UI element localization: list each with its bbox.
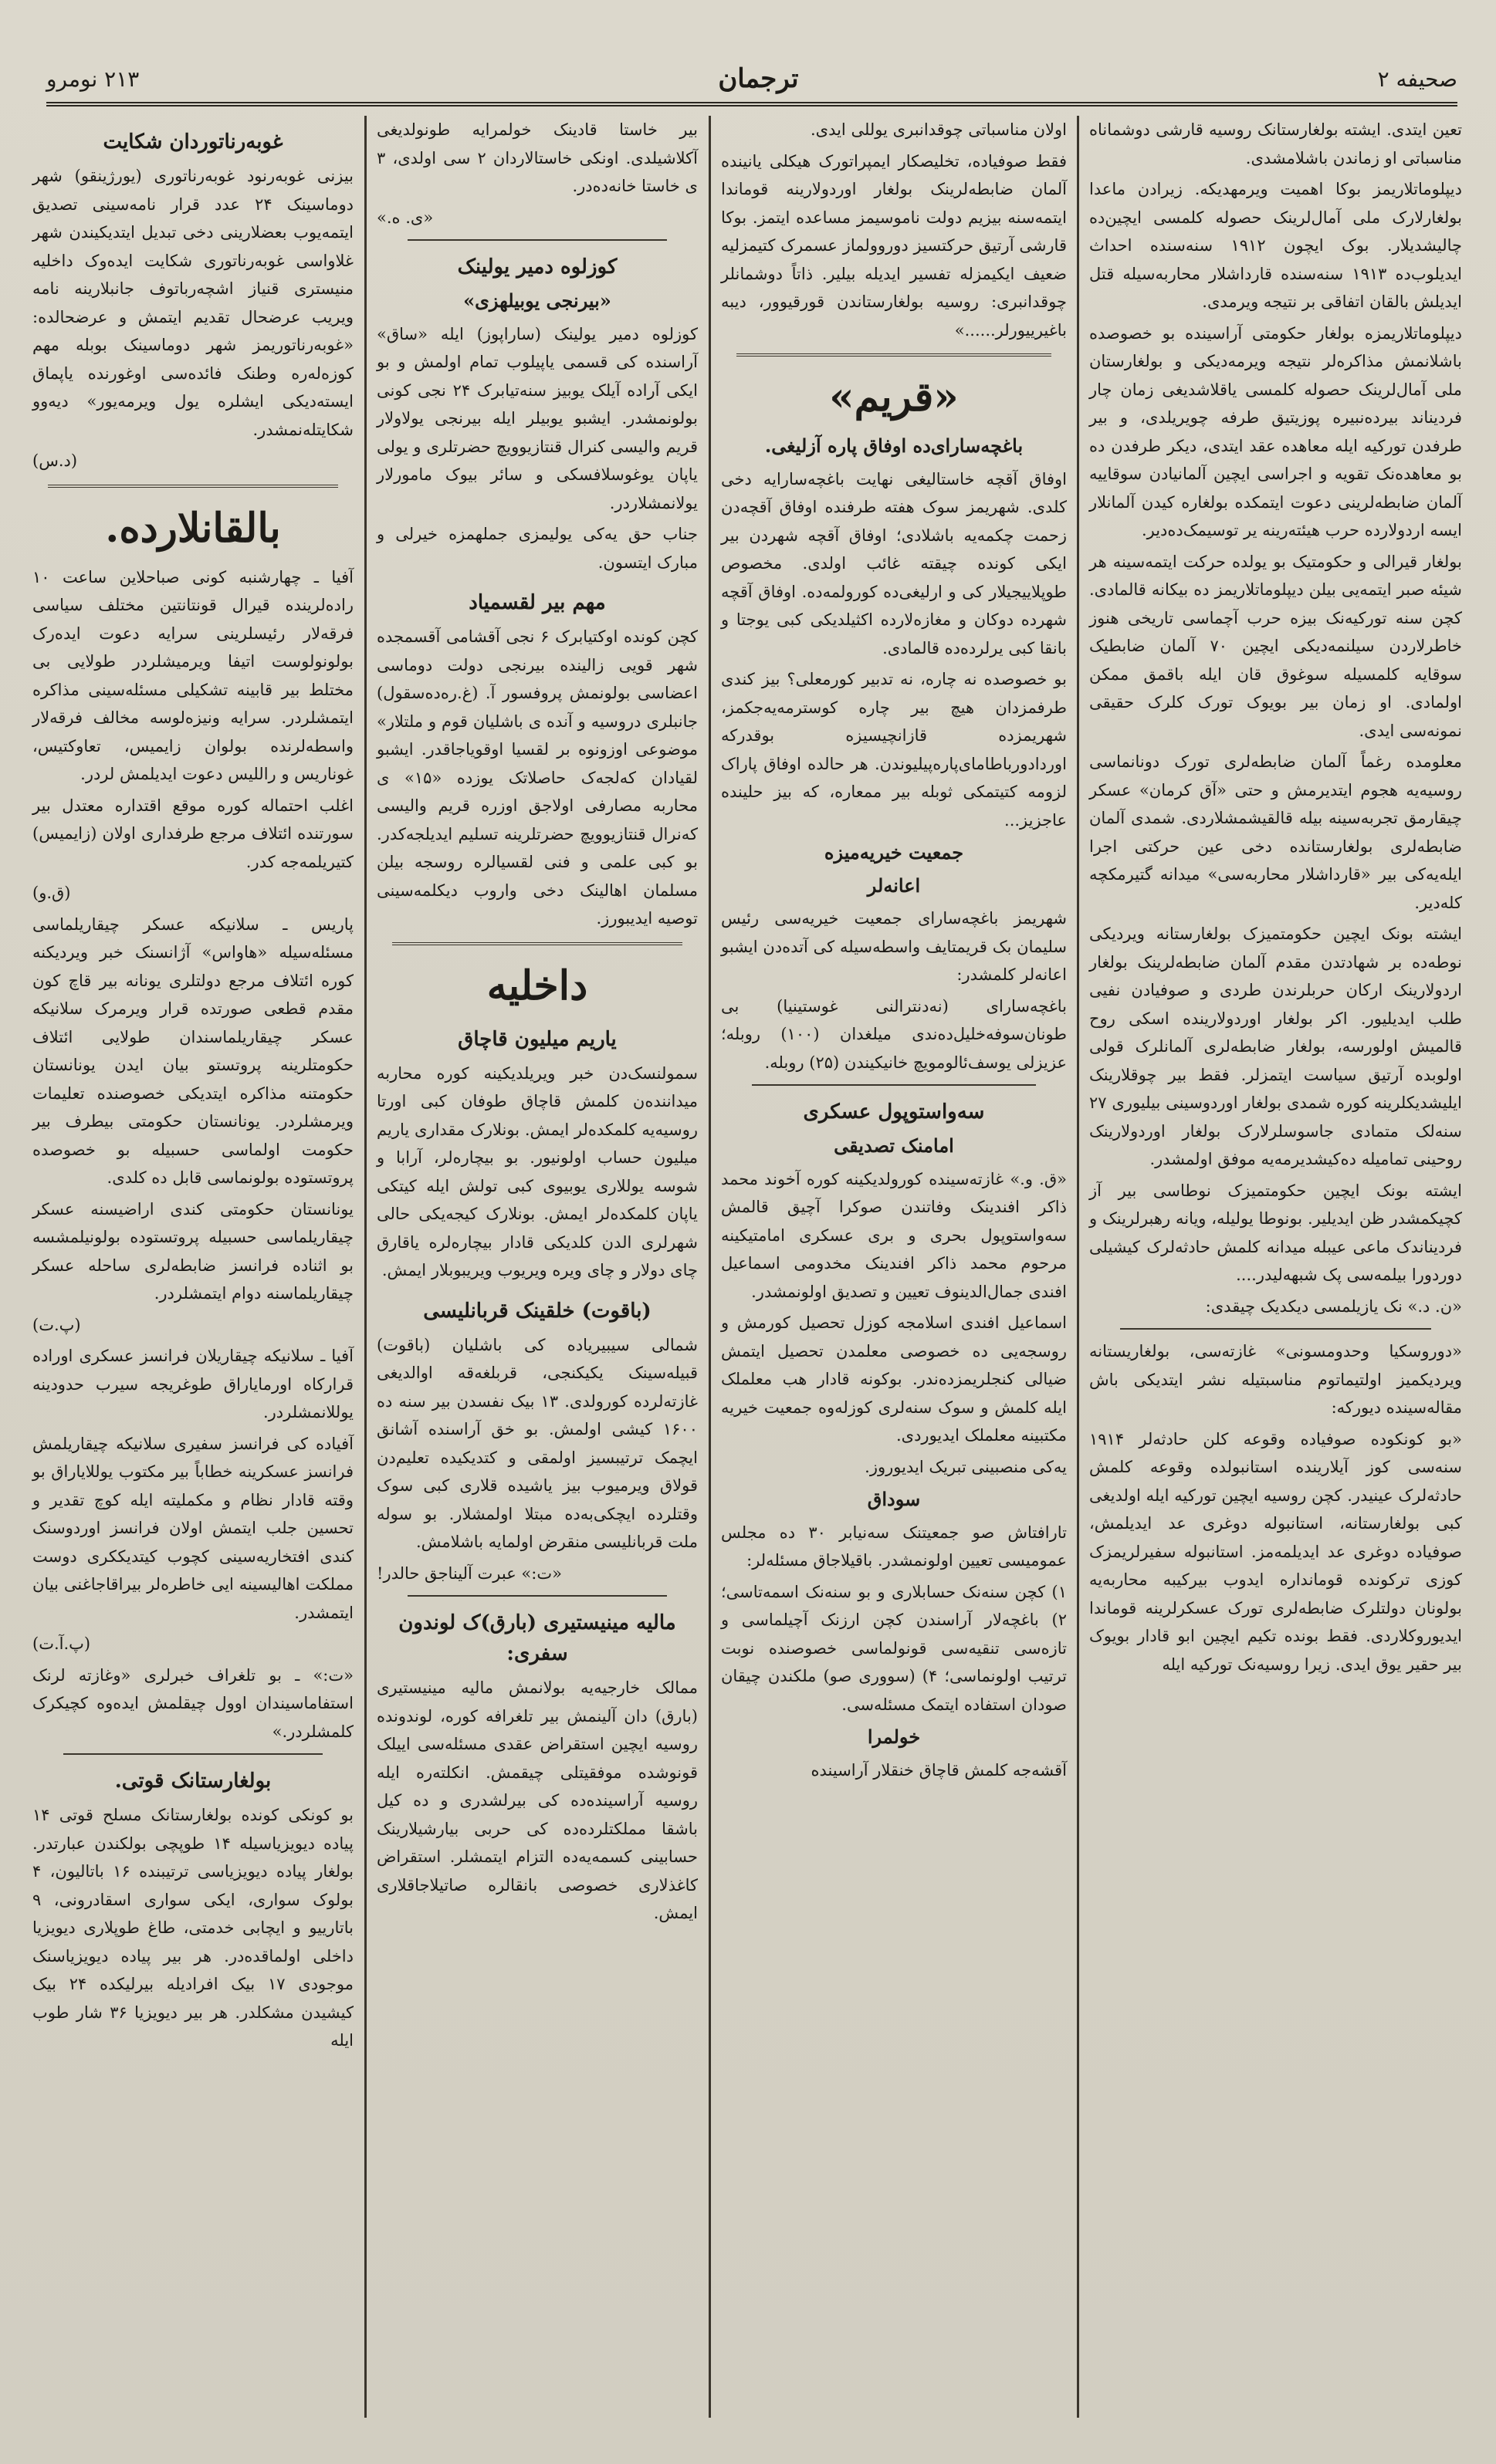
paragraph: تارافتاش صو جمعیتنک سه‌نیابر ۳۰ ده مجلس عمومیسی تعیین اولونمشدر. باقیلاجاق مسئله‌لر: (721, 1523, 1068, 1570)
paragraph: یه‌کی منصبینی تبریک ایدیوروز. (865, 1457, 1067, 1476)
paragraph: پاریس ـ سلانیکه عسکر چیقاریلماسی مسئله‌سیله «هاواس» آژانسنک خبر ویردیکنه کوره ائتلاف مرجع دولتلری یونانه بیر قاچ کون مقدم قطعی صورتده قرار ویرمرک سلانیکه عسکر چیقاریلماسندان طولایی ائتلاف حکومتلرینه پروتستو بیان ایدن یونانستان حکومتنه مذاکره ایتدیکی خصوصنده تعلیمات ویرمشلردر. یونانستان حکومتی بیطرف بیر حکومت اولماسی حسبیله بو خصوصده پروتستوده بولونماسی قابل ده کلدی. (32, 914, 354, 1187)
subsection-title: «بیرنجی یوبیلهزی» (463, 289, 611, 312)
section-title: بولغارستانک قوتی. (114, 1769, 272, 1793)
paragraph: اسماعیل افندی اسلامجه کوزل تحصیل کورمش و روسجه‌یی ده خصوصی معلمدن تحصیل ایتمش ضیالی کنجلریمزده‌ندر. بوکونه قادار هب معلملک ایله کلمش و سوک سنه‌لری کوزله‌وه جمعیت خیریه مکتبینه معلملک ایدیوردی. (721, 1313, 1067, 1445)
subsection-title: جمعیت خیریه‌میزه (824, 841, 964, 864)
signature: (پ.آ.ت) (32, 1634, 91, 1653)
divider (736, 353, 1051, 357)
section-title: سه‌واستوپول عسکری (803, 1100, 985, 1124)
signature: «ی. ه.» (377, 208, 434, 227)
paragraph: اغلب احتماله کوره موقع اقتداره معتدل بیر سورتنده ائتلاف مرجع طرفداری اولان (زایمیس) کتیریلمه‌جه کدر. (32, 796, 354, 871)
paragraph: یونانستان حکومتی کندی اراضیسنه عسکر چیقاریلماسی حسبیله پروتستوده بولونیلمشسه بو اثناده فرانسز ضابطه‌لری ساحله عسکر چیقاریلماسنه دوام ایتمشلردر. (32, 1199, 354, 1303)
divider (392, 942, 682, 945)
section-title-domestic: داخلیه (486, 962, 588, 1009)
paragraph: «ن. د.» نک یازیلمسی دیکدیک چیقدی: (1205, 1296, 1462, 1316)
paragraph: ۱) کچن سنه‌نک حسابلاری و بو سنه‌نک اسمه‌تاسی؛ ۲) باغچه‌لار آراسندن کچن ارزنک آچیلماسی و تازه‌سی تنقیه‌سی قونولماسی خصوصنده نوبت ترتیب اولونماسی؛ ۴) (سووری صو) ملکندن چیقان صودان استفاده ایتمک مسئله‌سی. (721, 1582, 1068, 1714)
paragraph: ممالک خارجیه‌یه بولانمش مالیه مینیستیری (بارق) دان آلینمش بیر تلغرافه کوره، لوندونده روسیه ایچین استقراض عقدی مسئله‌سی اییلک قونوشده موفقیتلی چیقمش. انکلته‌ره ایله روسیه آراسینده‌ده کی بیرلشدری و ده کیل باشقا مملکتلرده‌ده کی حربی بیارشیلارینک حسابینی کسمه‌یه‌ده التزام ایتمشلر. استقراض کاغذلاری خصوصی بانقالره صاتیلاجاقلاری ایمش. (377, 1678, 698, 1922)
divider (408, 239, 667, 241)
paragraph: سمولنسک‌دن خبر ویریلدیکینه کوره محاربه میداننده‌ن کلمش قاچاق طوفان کبی اورتا روسیه‌یه کلمکده‌لر ایمش. بونلارک مقداری یاریم میلیون حساب اولونیور. بو بیچاره‌لر، آرابا و شوسه یوللاری یوبیوی کبی تولش ایله کیتکی یاپان کلمکده‌لر ایمش. بونلارک کیجه‌یکی حالی شهرلری الدن کلدیکی قادار بیچاره‌لره یاقارق چای دولار و چای ویره ویریوب ویریبوبلار ایمش. (377, 1063, 698, 1279)
divider (48, 485, 338, 488)
paragraph: شمالی سیبیریاده کی باشلیان (باقوت) قبیله‌سینک یکیکنجی، قربلغه‌قه اوالدیغی غازته‌لرده کورولدی. ۱۳ بیک نفسدن بیر سنه ده ۱۶۰۰ کیشی اولمش. بو خق آراسنده آشانق ایچمک ترتیبسیز اولمقی و کتدیکیده تعلیم‌دن قولاق ویرمیوب بیز یاشیده قلاری کبی سوک وقتلرده ایچکی‌به‌ده مبتلا اولمشلار. بو سوله ملت قربانلیسی منقرض اولمایه باشلامش. (377, 1335, 698, 1551)
section-title: یاریم میلیون قاچاق (458, 1027, 617, 1051)
paragraph: دیپلوماتلاریمز بوکا اهمیت ویرمهدیکه. زیرادن ماعدا بولغارلارک ملی آمال‌لرینک حصوله کلمسی ایچین‌ده چالیشدیلار. بوک ایچون ۱۹۱۲ سنه‌سنده احداث ایدیلوب‌ده ۱۹۱۳ سنه‌سنده قارداشلار محاربه‌سیله قتل ایدیلش بالقان اتفاقی بر نتیجه ویرمدی. (1089, 180, 1462, 311)
paragraph: تعین ایتدی. ایشته بولغارستانک روسیه قارشی دوشماناه مناسباتی او زماندن باشلامشدی. (1089, 120, 1462, 167)
paragraph: «دوروسکیا وحدومسونی» غازته‌سی، بولغاریستانه ویردیکمیز اولتیماتوم مناسبتیله نشر ایتدیکی باش مقاله‌سینده دیورکه: (1089, 1342, 1462, 1417)
paragraph: «بو کونکوده صوفیاده وقوعه کلن حادثه‌لر ۱۹۱۴ سنه‌سی کوز آیلارینده استانبولده وقوعه کلمش حادثه‌لرک عینیدر. کچن روسیه ایچین تورکیه ایله اولدیغی کبی بولغارستانه، استانبوله دوغری عد ایدیلمش، صوفیاده دوغری عد ایدیلمه‌مز. استانبوله سفیرلریمزک کوزی ترکونده قومانداره ایدوب بیرکیبه محاربه‌یه بولونان دولتلرک ضابطه‌لری تورک عسکرلرینه قوماندا ایدیوروکلاردی. فقط بونده تکیم ایچین ابو قادار بویوک بیر حقیر یوق ایدی. زیرا روسیه‌نک تورکیه ایله (1089, 1429, 1462, 1674)
paragraph: آقشه‌جه کلمش قاچاق خنقلار آراسینده (811, 1760, 1067, 1780)
subsection-title: خولمرا (867, 1725, 921, 1748)
column-rule (1077, 116, 1079, 2418)
paragraph: بیر خاستا قادینک خولمرایه طونولدیغی آکلاشیلدی. اونکی خاستالاردان ۲ سی اولدی، ۳ ی خاستا خانه‌ده‌در. (377, 120, 698, 195)
section-title: مهم بیر لقسمیاد (469, 591, 606, 614)
paragraph: جناب حق یه‌کی یولیمزی جملهمزه خیرلی و مبارک ایتسون. (377, 525, 698, 572)
newspaper-title: ترجمان (718, 63, 799, 94)
divider (752, 1084, 1036, 1086)
column-4 (28, 116, 358, 2418)
section-title-balkans: بالقانلارده. (105, 504, 281, 552)
paragraph: معلومده رغماً آلمان ضابطه‌لری تورک دونانماسی روسیه‌یه هجوم ایتدیرمش و حتی «آق کرمان» عسکر چیقارمق تجربه‌سینه بیله قالقیشمشلاردی. شمدی آلمان ضابطه‌لری بولغارستانده دخی عین حرکتی اجرا ایله‌یه‌کی بیر «قارداشلار محاربه‌سی» میدانه گتیرمکچه کله‌دیر. (1089, 752, 1462, 912)
section-title: مالیه مینیستیری (بارق)ک لوندون سفری: (398, 1611, 676, 1665)
signature: (د.س) (32, 451, 78, 470)
section-title: کوزلوه دمیر یولینک (457, 255, 618, 279)
masthead (46, 56, 1457, 106)
paragraph: «ق. و.» غازته‌سینده کورولدیکینه کوره آخوند محمد ذاکر افندینک وفاتندن صوکرا آچیق قالمش سه‌واستوپول بحری و بری عسکری امامتیکینه مرحوم محمد ذاکر افندینک مخدومی اسماعیل افندی جمال‌الدینوف تعیین و تصدیق اولونمشدر. (721, 1169, 1067, 1301)
paragraph: آفیا ـ سلانیکه چیقاریلان فرانسز عسکری اوراده قرارکاه اورمایاراق طوغریجه سیرب حدودینه یوللانمشلردر. (32, 1347, 354, 1421)
paragraph: اوفاق آقچه خاستالیغی نهایت باغچه‌سارایه دخی کلدی. شهریمز سوک هفته طرفنده اوفاق آقچه‌دن زحمت چکمه‌یه باشلادی؛ اوفاق آقچه شهردن بیر ایکی کونده چیقته غائب اولدی. مخصوص طوپلاییجیلار کی و ارلیغی‌ده کورولمه‌ده. اوفاق آقچه شهرده دوکان و مغازه‌لارده اکثیلدیکی کبی یوجتا و بانقا کبی یرلرده‌ده قالمادی. (721, 469, 1067, 657)
paragraph: بیزنی غوبه‌رنود غوبه‌رناتوری (یورژینقو) شهر دوماسینک ۲۴ عدد قرار نامه‌سینی تصدیق ایتمه‌یوب بعضلارینی دخی تبدیل ایتدیکیندن شهر غلاواسی غوبه‌رناتوری شکایت ایده‌وک داخلیه منیستری قنیاز اشچه‌رباتوف جانبلارینه نامه ویریب عرضحال تقدیم ایتمش و عرضحالده: «غوبه‌رناتوریمز شهر دوماسینک بوبله مهم کوزه‌له‌ره وطنک فائده‌سی اوغورنده یاپماق ایسته‌دیکی ایشلره یول ویرمه‌یور» دیه‌وو شکایتله‌نمشدر. (32, 167, 354, 439)
paragraph: باغچه‌سارای (نه‌دنترالنی غوستینیا) بی طونان‌سوفه‌خلیل‌ده‌ندی میلغدان (۱۰۰) روبله؛ عزیزلی یوسف‌ئالومویچ خانیکیندن (۲۵) روبله. (721, 996, 1067, 1072)
divider (1120, 1328, 1431, 1330)
signature: «ت:» عبرت آلیناجق حالدر! (377, 1563, 562, 1583)
paragraph: شهریمز باغچه‌سارای جمعیت خیریه‌سی رئیس سلیمان بک قریمتایف واسطه‌سیله کی آتده‌دن ایشبو اعانه‌لر کلمشدر: (721, 909, 1067, 984)
paragraph: بولغار قیرالی و حکومتیک بو یولده حرکت ایتمه‌سینه هر شیئه صبر ایتمه‌یی بیلن دیپلوماتلاریمز ده بیکانه قالمادی. کچن سنه تورکیه‌نک بیزه حرب آچماسی تاریخی هنوز خاطرلاردن سیلنمه‌دیکی ایچین ۷۰ آلمان ضابطیک سوقایه کلمسیله سوغوق قان ایله باقمق ممکن اولمادی. او زمان بیر بویوک تورک کلرک حقیقی نمونه‌سی ایدی. (1089, 552, 1462, 740)
paragraph: بو خصوصده نه چاره، نه تدبیر کورمعلی؟ بیز کندی طرفمزدان هیچ بیر چاره کوسترمه‌یه‌جکمز، شهریمزده قازانچیسیزه بوقدرکه اوردادورباطامای‌پاره‌پیلیوندن. هر حالده اوفاق پاراک لزومه کتیتمکی ثوبله بیر ممعاره، که بیز حلینده عاجزیز... (721, 670, 1067, 830)
divider (63, 1753, 323, 1755)
subsection-title: اعانه‌لر (867, 874, 921, 897)
paragraph: بو کونکی کونده بولغارستانک مسلح قوتی ۱۴ پیاده دیویزیاسیله ۱۴ طوپچی بولکندن عبارتدر. بولغار پیاده دیویزیاسی ترتیبنده ۱۶ باتالیون، ۴ بولوک سواری، ایکی سواری اسقادرونی، ۹ باتارییو و ایچابی خدمتی، طاغ طوپلاری دیویزیا داخلی اولماقده‌در. هر بیر پیاده دیویزیاسنک موجودی ۱۷ بیک افرادیله بیرلیکده ۲۴ بیک کیشیدن مشکلدر. هر بیر دیویزیا ۳۶ شار طوب ایله (32, 1806, 354, 2050)
paragraph: آفیاده کی فرانسز سفیری سلانیکه چیقاریلمش فرانسز عسکرینه خطاباً بیر مکتوب یوللایاراق بو وقته قادار نظام و مکملیته ایله کوچ تقدیر و تحسین جلب ایتمش اولان فرانسز اوردوسنک کندی افتخاریه‌سینی کچوب کیتدیککری دوست مملکت اهالیسینه ایی خاطره‌لر بیراقاجاغنی بیان ایتمشدر. (32, 1434, 354, 1622)
column-1 (1085, 116, 1467, 2418)
paragraph: دیپلوماتلاریمزه بولغار حکومتی آراسینده بو خصوصده باشلانمش مذاکره‌لر نتیجه ویرمه‌دیکی و بولغارستان ملی آمال‌لرینک حصوله کلمسی یاقلاشدیغی زمان چار فردیناند بیرده‌نبیره پوزیتیق طرفه چویریلدی، و بیر طرفدن تورکیه ایله معاهده عقد ایتدی، دیکر طرفدن ده بو معاهده‌نک تقویه و اجراسی ایچین آلمانیادن سوقاییه آلمان ضابطه‌لرینی دعوت ایتمکده بولغاره کیدن آلمانلار ایسه اردولارده حرب هیئته‌رینه یر توسیمک‌ده‌دیر. (1089, 323, 1462, 539)
section-title-crimea: «قریم» (829, 373, 959, 421)
paragraph: فقط صوفیاده، تخلیصکار ایمپراتورک هیکلی یانینده آلمان ضابطه‌لرینک بولغار اوردولارینه قوماندا ایتمه‌سنه بیزیم دولت ناموسیمز مساعده ایتمز. بوکا قارشی آرتیق حرکتسیز دوروولماز عسمرک کتیمزلیه ضعیف ایکیمزله تفسیر ایدیله بیلیر. ذاتاً دوشمانلر چوقدانبری: روسیه بولغارستاندن قورقیوور، دیبه باغیرییورلر......» (721, 151, 1067, 340)
subsection-title: سوداق (867, 1488, 921, 1510)
section-title: (باقوت) خلقینک قربانلیسی (423, 1299, 652, 1323)
signature: (پ.ت) (32, 1315, 81, 1334)
subsection-title: امامنک تصدیقی (834, 1134, 954, 1157)
paragraph: آفیا ـ چهارشنبه کونی صباحلاین ساعت ۱۰ راده‌لرینده قیرال قونتانتین مختلف سیاسی فرقه‌لار رئیسلرینی سرایه دعوت ایده‌رک بولونولوست اتیفا ویرمیشلردر طولایی بی مختلط بیر قابینه تشکیلی مسئله‌سینی مذاکره ایتمشلردر. سرایه ونیزه‌لوسه مخالف فرقه‌لار واسطه‌لرنده بولوان زایمیس، تعاوکتیس، غوناریس و راللیس دعوت ایدیلمش لردر. (32, 567, 354, 783)
page-label: صحیفه ۲ (1377, 66, 1457, 92)
column-3 (372, 116, 702, 2418)
subsection-title: باغچه‌سارای‌ده اوفاق پاره آزلیغی. (764, 434, 1024, 457)
paragraph: کوزلوه دمیر یولینک (ساراپوز) ایله «ساق» آراسنده کی قسمی یاپیلوب تمام اولمش و بو ایکی آراده آیلک یوبیز سنه‌تیابرک ۲۴ نجی کونی بولونمشدر. ایشبو یوبیلر ایله بیرنجی یولاولار قریم والیسی کنرال قنتازیوویچ حضرتلری و یولی یاپان یوغوسلافسکی و سائر بیوک مامورلار یولانمشلاردر. (377, 324, 698, 512)
paragraph: ایشته بونک ایچین حکومتمیزک بولغارستانه ویردیکی نوطه‌ده بر شهادتدن مقدم آلمان ضابطه‌لرینک بولغار اردولارینک ارکان حربلرندن طردی و صوفیادن نفیی طلب ایدیلیور. اکر بولغار اوردولارینده اسکی روح قالمیش اولورسه، بولغار ضابطه‌لری آلمانلرک قولی اولوبده آرتیق سیاست ایتمزلر. فقط بیر چوقلارینک ایلیشدیکلرینه کوره شمدی بولغار اوردوسینی بیلیوری ۲۷ سنه‌لک متمادی جاسوسلرلارک بولغار اوردولارینک روحینی تمامیله ده‌کیشدیرمه‌یه موفق اولمشدر. (1089, 924, 1462, 1168)
paragraph: «ت:» ـ بو تلغراف خبرلری «وغازته لرنک استفاماسیندان اوول چیقلمش ایده‌وه کچیکرک کلمشلردر.» (32, 1665, 354, 1741)
column-rule (364, 116, 367, 2418)
paragraph: اولان مناسباتی چوقدانبری یوللی ایدی. (810, 120, 1067, 139)
paragraph: کچن کونده اوکتیابرک ۶ نجی آقشامی آقسمجده شهر قویی زالینده بیرنجی دولت دوماسی اعضاسی بولونمش پروفسور آ. (غ.ره‌ده‌سقول) جانبلری دروسیه و آنده ی باشلیان قوم و ملتلار» موضوعی اوزونوه بر لقسیا اوقویاجاقدر. ایشبو لقیادان که‌لجه‌ک حاصلاتک یوزده «۱۵» ی محاربه مصارفی اولاجق اوزره قریم والیسی که‌نرال قنتازیوویچ حضرتلرینه تسلیم ایدیلجه‌کدر. بو کبی علمی و فنی لقسیالره روسجه بیلن مسلمان اهالینک دخی واروب دیکلمه‌سینی توصیه ایدیبورز. (377, 627, 698, 928)
divider (408, 1595, 667, 1597)
signature: (ق.و) (32, 884, 71, 902)
column-rule (709, 116, 711, 2418)
issue-number: ۲۱۳ نومرو (46, 66, 140, 92)
paragraph: ایشته بونک ایچین حکومتمیزک نوطاسی بیر آز کچیکمشدر ظن ایدیلیر. بونوطا یولیله، ویانه رهبرلرینک و فردیناندک ماعی عیبله میدانه کلمش حادثه‌لرک کیشیلی دوردورا بیلمه‌سی پک شبهه‌لیدر.... (1089, 1181, 1462, 1284)
column-2 (716, 116, 1071, 2418)
section-title: غوبه‌رناتوردان شکایت (103, 130, 283, 154)
